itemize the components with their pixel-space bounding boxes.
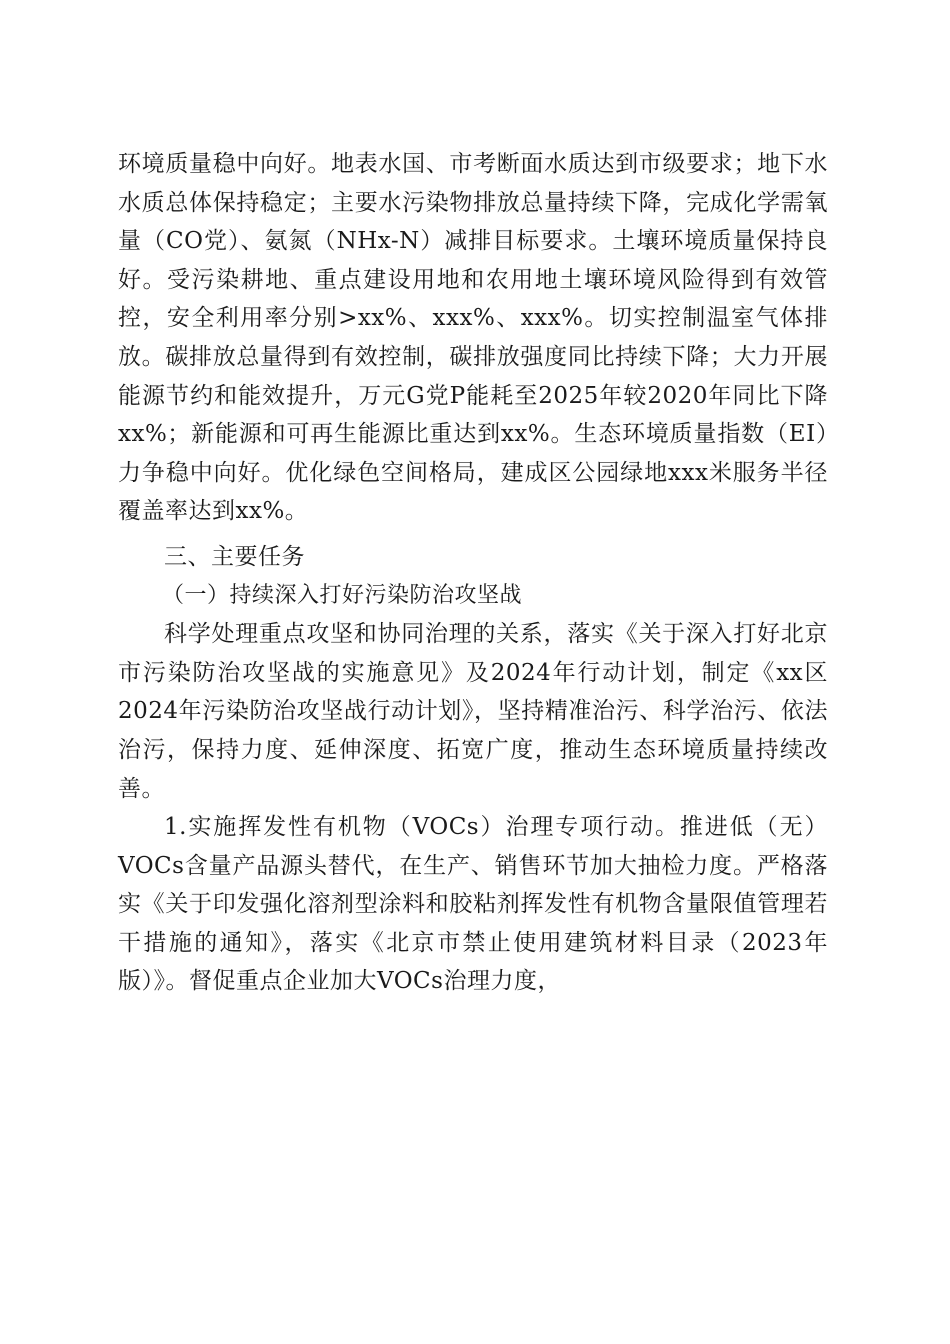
- paragraph-environment-targets: 环境质量稳中向好。地表水国、市考断面水质达到市级要求；地下水水质总体保持稳定；主要水污染物排放总量持续下降，完成化学需氧量（CO党）、氨氮（NHx-N）减排目标要求。土壤环境质量保持良好。受污染耕地、重点建设用地和农用地土壤环境风险得到有效管控，安全利用率分别>xx%、xxx%、xxx%。切实控制温室气体排放。碳排放总量得到有效控制，碳排放强度同比持续下降；大力开展能源节约和能效提升，万元G党P能耗至2025年较2020年同比下降xx%；新能源和可再生能源比重达到xx%。生态环境质量指数（EI）力争稳中向好。优化绿色空间格局，建成区公园绿地xxx米服务半径覆盖率达到xx%。: [118, 151, 828, 525]
- subsection-heading-pollution-control: （一）持续深入打好污染防治攻坚战: [162, 582, 523, 608]
- paragraph-pollution-control-plan: 科学处理重点攻坚和协同治理的关系，落实《关于深入打好北京市污染防治攻坚战的实施意见》及2024年行动计划，制定《xx区2024年污染防治攻坚战行动计划》，坚持精准治污、科学治污、依法治污，保持力度、延伸深度、拓宽广度，推动生态环境质量持续改善。: [118, 621, 828, 802]
- document-body: [118, 145, 828, 1001]
- section-heading-main-tasks: 三、主要任务: [164, 543, 305, 570]
- paragraph-vocs-action: 1.实施挥发性有机物（VOCs）治理专项行动。推进低（无）VOCs含量产品源头替代，在生产、销售环节加大抽检力度。严格落实《关于印发强化溶剂型涂料和胶粘剂挥发性有机物含量限值管理若干措施的通知》，落实《北京市禁止使用建筑材料目录（2023年版）》。督促重点企业加大VOCs治理力度，: [118, 814, 828, 995]
